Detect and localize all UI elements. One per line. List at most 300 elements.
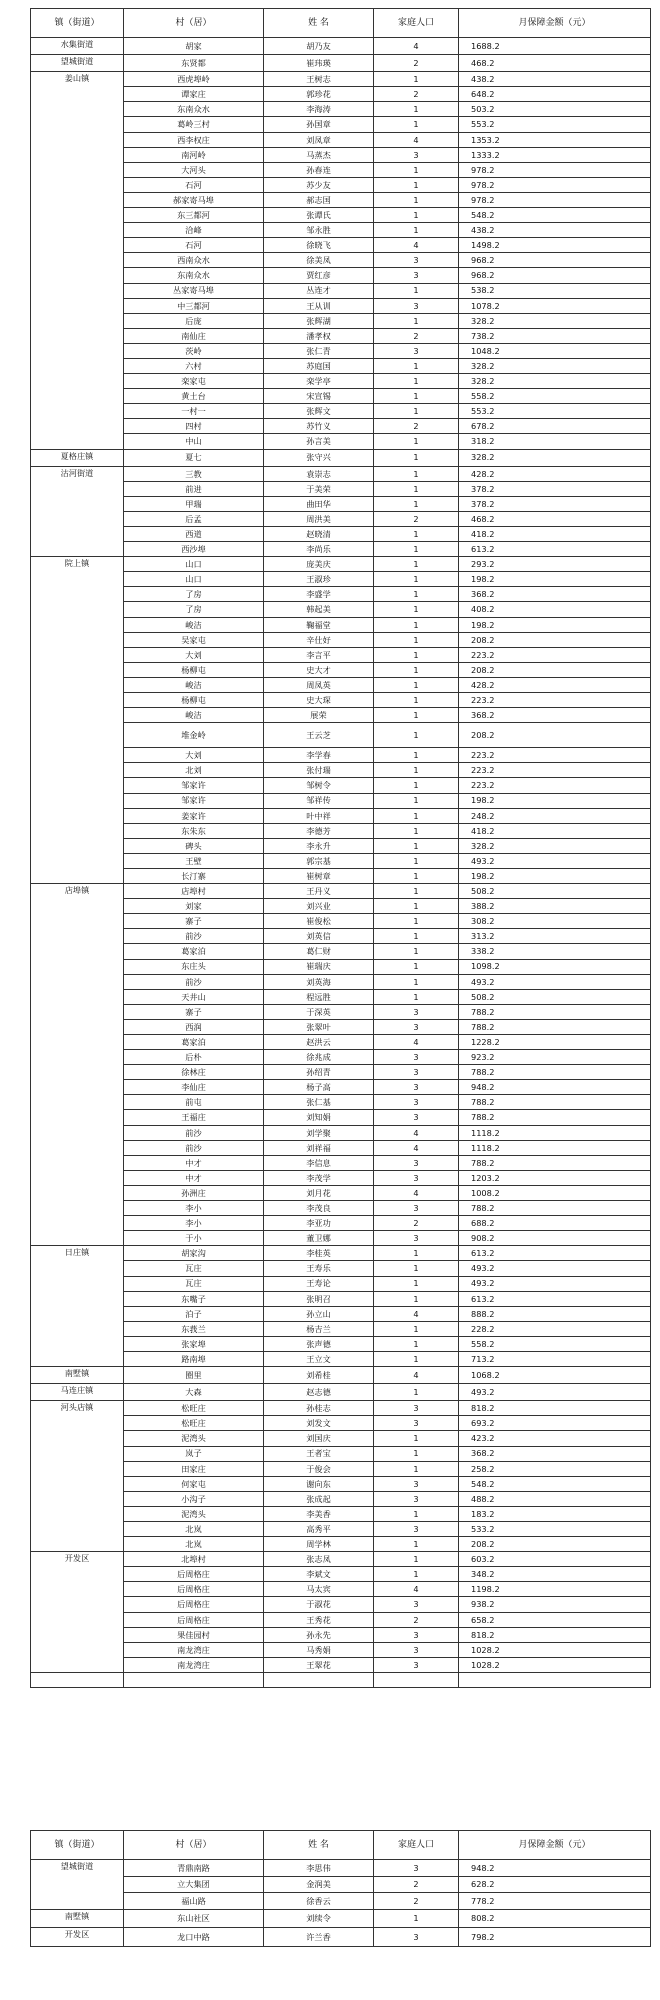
amount-cell: 368.2 [459, 587, 651, 602]
amount-cell: 258.2 [459, 1461, 651, 1476]
village-cell: 西道 [124, 527, 264, 542]
name-cell: 孙春连 [264, 162, 374, 177]
name-cell: 王树志 [264, 72, 374, 87]
household-cell: 3 [374, 253, 459, 268]
village-cell: 王福庄 [124, 1110, 264, 1125]
amount-cell: 208.2 [459, 662, 651, 677]
name-cell: 葛仁财 [264, 944, 374, 959]
amount-cell: 328.2 [459, 358, 651, 373]
table-row [31, 884, 651, 899]
name-cell: 张翠叶 [264, 1019, 374, 1034]
table-row [31, 944, 651, 959]
table-row [31, 1351, 651, 1366]
household-cell: 2 [374, 1216, 459, 1231]
name-cell: 王丹义 [264, 884, 374, 899]
household-cell: 1 [374, 763, 459, 778]
village-cell: 天井山 [124, 989, 264, 1004]
household-cell: 1 [374, 1552, 459, 1567]
amount-cell: 738.2 [459, 328, 651, 343]
table-row [31, 1155, 651, 1170]
village-cell: 长汀寨 [124, 868, 264, 883]
village-cell: 石河 [124, 238, 264, 253]
village-cell: 后孟 [124, 511, 264, 526]
name-cell: 苏庭国 [264, 358, 374, 373]
household-cell: 1 [374, 793, 459, 808]
table-row [31, 723, 651, 748]
header-row [31, 1831, 651, 1860]
village-cell: 张家埠 [124, 1336, 264, 1351]
table-row [31, 1876, 651, 1893]
table-row [31, 677, 651, 692]
village-cell: 西虎埠岭 [124, 72, 264, 87]
household-cell: 3 [374, 1095, 459, 1110]
village-cell: 石河 [124, 177, 264, 192]
table-row [31, 1582, 651, 1597]
household-cell: 4 [374, 1185, 459, 1200]
name-cell: 苏少友 [264, 177, 374, 192]
name-cell: 崔俊松 [264, 914, 374, 929]
village-cell: 青鼎南路 [124, 1860, 264, 1877]
table-row [31, 1461, 651, 1476]
name-cell: 刘国庆 [264, 1431, 374, 1446]
village-cell: 小沟子 [124, 1491, 264, 1506]
household-cell: 1 [374, 587, 459, 602]
name-cell: 李永升 [264, 838, 374, 853]
village-cell: 丛家寄马埠 [124, 283, 264, 298]
amount-cell: 648.2 [459, 87, 651, 102]
amount-cell: 228.2 [459, 1321, 651, 1336]
table-row [31, 602, 651, 617]
amount-cell: 658.2 [459, 1612, 651, 1627]
amount-cell: 493.2 [459, 853, 651, 868]
household-cell: 1 [374, 617, 459, 632]
household-cell: 1 [374, 466, 459, 481]
household-cell: 3 [374, 1491, 459, 1506]
name-cell: 王秀花 [264, 1612, 374, 1627]
household-cell: 3 [374, 1050, 459, 1065]
village-cell: 寨子 [124, 914, 264, 929]
table-row [31, 1642, 651, 1657]
amount-cell: 1028.2 [459, 1642, 651, 1657]
amount-cell: 1333.2 [459, 147, 651, 162]
town-cell: 水集街道 [31, 38, 124, 55]
table-row [31, 838, 651, 853]
name-cell: 李言平 [264, 647, 374, 662]
table-row [31, 1928, 651, 1947]
village-cell: 葛家泊 [124, 1035, 264, 1050]
name-cell: 张谭氏 [264, 208, 374, 223]
household-cell: 1 [374, 1246, 459, 1261]
col-header-village: 村（居） [124, 9, 264, 38]
table-row [31, 374, 651, 389]
name-cell: 谢向东 [264, 1476, 374, 1491]
amount-cell: 613.2 [459, 542, 651, 557]
amount-cell: 788.2 [459, 1155, 651, 1170]
table-row [31, 298, 651, 313]
name-cell: 王云芝 [264, 723, 374, 748]
village-cell: 堆金岭 [124, 723, 264, 748]
household-cell: 3 [374, 343, 459, 358]
household-cell: 1 [374, 389, 459, 404]
table-row [31, 1401, 651, 1416]
village-cell: 于小 [124, 1231, 264, 1246]
table-row [31, 1612, 651, 1627]
village-cell: 中才 [124, 1155, 264, 1170]
name-cell: 孙国章 [264, 117, 374, 132]
amount-cell: 968.2 [459, 253, 651, 268]
household-cell: 1 [374, 914, 459, 929]
table-row [31, 117, 651, 132]
household-cell: 3 [374, 147, 459, 162]
name-cell: 赵志德 [264, 1384, 374, 1401]
table-row [31, 1050, 651, 1065]
household-cell: 1 [374, 748, 459, 763]
table-row [31, 763, 651, 778]
col-header-town: 镇（街道） [31, 1831, 124, 1860]
name-cell: 鞠福堂 [264, 617, 374, 632]
village-cell: 大刘 [124, 748, 264, 763]
table-row [31, 587, 651, 602]
village-cell: 前屯 [124, 1095, 264, 1110]
name-cell: 马蒸杰 [264, 147, 374, 162]
table-row [31, 1095, 651, 1110]
blank-cell [374, 1672, 459, 1687]
name-cell: 丛连才 [264, 283, 374, 298]
table-row [31, 617, 651, 632]
amount-cell: 388.2 [459, 899, 651, 914]
name-cell: 韩起美 [264, 602, 374, 617]
table-row [31, 238, 651, 253]
table-row [31, 1431, 651, 1446]
household-cell: 1 [374, 1537, 459, 1552]
blank-cell [124, 1672, 264, 1687]
table-row [31, 1384, 651, 1401]
name-cell: 崔树章 [264, 868, 374, 883]
name-cell: 王立文 [264, 1351, 374, 1366]
amount-cell: 378.2 [459, 481, 651, 496]
village-cell: 南龙湾庄 [124, 1642, 264, 1657]
amount-cell: 198.2 [459, 793, 651, 808]
village-cell: 邹家许 [124, 793, 264, 808]
household-cell: 1 [374, 602, 459, 617]
village-cell: 胡家 [124, 38, 264, 55]
amount-cell: 888.2 [459, 1306, 651, 1321]
household-cell: 1 [374, 944, 459, 959]
household-cell: 1 [374, 1321, 459, 1336]
table-row [31, 1246, 651, 1261]
town-cell: 望城街道 [31, 1860, 124, 1910]
amount-cell: 223.2 [459, 748, 651, 763]
household-cell: 3 [374, 1170, 459, 1185]
household-cell: 4 [374, 38, 459, 55]
amount-cell: 508.2 [459, 884, 651, 899]
table-row [31, 1537, 651, 1552]
household-cell: 1 [374, 1291, 459, 1306]
name-cell: 刘兴业 [264, 899, 374, 914]
name-cell: 李美香 [264, 1506, 374, 1521]
name-cell: 李德芳 [264, 823, 374, 838]
amount-cell: 328.2 [459, 838, 651, 853]
blank-row [31, 1672, 651, 1687]
village-cell: 前沙 [124, 1125, 264, 1140]
household-cell: 1 [374, 102, 459, 117]
amount-cell: 1098.2 [459, 959, 651, 974]
name-cell: 杨吉兰 [264, 1321, 374, 1336]
village-cell: 茨岭 [124, 343, 264, 358]
town-cell: 开发区 [31, 1928, 124, 1947]
name-cell: 于美荣 [264, 481, 374, 496]
village-cell: 何家屯 [124, 1476, 264, 1491]
table-row [31, 1004, 651, 1019]
household-cell: 4 [374, 1582, 459, 1597]
village-cell: 东南众水 [124, 102, 264, 117]
village-cell: 中才 [124, 1170, 264, 1185]
village-cell: 三教 [124, 466, 264, 481]
name-cell: 李盛学 [264, 587, 374, 602]
table-row [31, 55, 651, 72]
household-cell: 4 [374, 1140, 459, 1155]
table-row [31, 1860, 651, 1877]
table-row [31, 793, 651, 808]
household-cell: 3 [374, 1642, 459, 1657]
name-cell: 张志凤 [264, 1552, 374, 1567]
household-cell: 1 [374, 374, 459, 389]
amount-cell: 1688.2 [459, 38, 651, 55]
table-row [31, 989, 651, 1004]
amount-cell: 223.2 [459, 647, 651, 662]
amount-cell: 908.2 [459, 1231, 651, 1246]
town-cell: 沽河街道 [31, 466, 124, 557]
household-cell: 4 [374, 1367, 459, 1384]
name-cell: 周洪美 [264, 511, 374, 526]
name-cell: 孙立山 [264, 1306, 374, 1321]
table-row [31, 132, 651, 147]
table-row [31, 1567, 651, 1582]
household-cell: 1 [374, 1446, 459, 1461]
table-row [31, 542, 651, 557]
village-cell: 一村一 [124, 404, 264, 419]
village-cell: 东朱东 [124, 823, 264, 838]
household-cell: 1 [374, 1336, 459, 1351]
household-cell: 4 [374, 1125, 459, 1140]
blank-cell [31, 1672, 124, 1687]
amount-cell: 788.2 [459, 1065, 651, 1080]
name-cell: 于淑花 [264, 1597, 374, 1612]
amount-cell: 223.2 [459, 763, 651, 778]
name-cell: 王淑珍 [264, 572, 374, 587]
table-row [31, 496, 651, 511]
village-cell: 杨柳屯 [124, 693, 264, 708]
table-row [31, 1080, 651, 1095]
village-cell: 南龙湾庄 [124, 1657, 264, 1672]
household-cell: 1 [374, 358, 459, 373]
amount-cell: 798.2 [459, 1928, 651, 1947]
name-cell: 张仁青 [264, 343, 374, 358]
amount-cell: 938.2 [459, 1597, 651, 1612]
amount-cell: 818.2 [459, 1627, 651, 1642]
name-cell: 李茂良 [264, 1201, 374, 1216]
amount-cell: 208.2 [459, 632, 651, 647]
assistance-table-supplement [30, 1830, 651, 1947]
village-cell: 中三都河 [124, 298, 264, 313]
name-cell: 赵洪云 [264, 1035, 374, 1050]
amount-cell: 1498.2 [459, 238, 651, 253]
name-cell: 于俊会 [264, 1461, 374, 1476]
name-cell: 李信息 [264, 1155, 374, 1170]
amount-cell: 438.2 [459, 223, 651, 238]
table-row [31, 1522, 651, 1537]
household-cell: 1 [374, 572, 459, 587]
village-cell: 洽峰 [124, 223, 264, 238]
town-cell: 院上镇 [31, 557, 124, 884]
name-cell: 高秀平 [264, 1522, 374, 1537]
name-cell: 刘发文 [264, 1416, 374, 1431]
household-cell: 1 [374, 662, 459, 677]
name-cell: 曲田华 [264, 496, 374, 511]
col-header-household: 家庭人口 [374, 1831, 459, 1860]
amount-cell: 1068.2 [459, 1367, 651, 1384]
amount-cell: 198.2 [459, 617, 651, 632]
household-cell: 1 [374, 496, 459, 511]
amount-cell: 713.2 [459, 1351, 651, 1366]
amount-cell: 328.2 [459, 313, 651, 328]
village-cell: 东嘴子 [124, 1291, 264, 1306]
amount-cell: 418.2 [459, 527, 651, 542]
table-row [31, 147, 651, 162]
village-cell: 峻洁 [124, 708, 264, 723]
table-row [31, 177, 651, 192]
name-cell: 邹祥传 [264, 793, 374, 808]
town-cell: 南墅镇 [31, 1909, 124, 1928]
household-cell: 1 [374, 1351, 459, 1366]
town-cell: 河头店镇 [31, 1401, 124, 1552]
name-cell: 刘希桂 [264, 1367, 374, 1384]
name-cell: 李茂学 [264, 1170, 374, 1185]
village-cell: 后周格庄 [124, 1597, 264, 1612]
amount-cell: 788.2 [459, 1201, 651, 1216]
town-cell: 开发区 [31, 1552, 124, 1673]
table-row [31, 283, 651, 298]
amount-cell: 978.2 [459, 162, 651, 177]
amount-cell: 493.2 [459, 1384, 651, 1401]
table-row [31, 1185, 651, 1200]
table-row [31, 162, 651, 177]
household-cell: 1 [374, 192, 459, 207]
village-cell: 大河头 [124, 162, 264, 177]
table-row [31, 527, 651, 542]
household-cell: 3 [374, 1627, 459, 1642]
village-cell: 北刘 [124, 763, 264, 778]
table-row [31, 708, 651, 723]
village-cell: 了房 [124, 587, 264, 602]
table-row [31, 419, 651, 434]
amount-cell: 613.2 [459, 1246, 651, 1261]
amount-cell: 948.2 [459, 1860, 651, 1877]
household-cell: 3 [374, 268, 459, 283]
village-cell: 杨柳屯 [124, 662, 264, 677]
amount-cell: 553.2 [459, 404, 651, 419]
household-cell: 3 [374, 1860, 459, 1877]
amount-cell: 418.2 [459, 823, 651, 838]
name-cell: 王寿乐 [264, 1261, 374, 1276]
table-row [31, 899, 651, 914]
household-cell: 1 [374, 677, 459, 692]
amount-cell: 923.2 [459, 1050, 651, 1065]
amount-cell: 183.2 [459, 1506, 651, 1521]
town-cell: 南墅镇 [31, 1367, 124, 1384]
household-cell: 3 [374, 1004, 459, 1019]
table-row [31, 693, 651, 708]
household-cell: 4 [374, 1035, 459, 1050]
household-cell: 1 [374, 778, 459, 793]
table-row [31, 481, 651, 496]
village-cell: 王壁 [124, 853, 264, 868]
name-cell: 徐兆成 [264, 1050, 374, 1065]
blank-cell [459, 1672, 651, 1687]
amount-cell: 553.2 [459, 117, 651, 132]
name-cell: 刘学聚 [264, 1125, 374, 1140]
table-row [31, 1552, 651, 1567]
name-cell: 辛仕好 [264, 632, 374, 647]
blank-cell [264, 1672, 374, 1687]
village-cell: 峻洁 [124, 617, 264, 632]
household-cell: 1 [374, 283, 459, 298]
household-cell: 1 [374, 868, 459, 883]
amount-cell: 428.2 [459, 677, 651, 692]
table-row [31, 1627, 651, 1642]
household-cell: 3 [374, 298, 459, 313]
village-cell: 了房 [124, 602, 264, 617]
amount-cell: 1353.2 [459, 132, 651, 147]
amount-cell: 348.2 [459, 1567, 651, 1582]
amount-cell: 493.2 [459, 1261, 651, 1276]
village-cell: 立大集团 [124, 1876, 264, 1893]
name-cell: 张辉文 [264, 404, 374, 419]
village-cell: 前沙 [124, 974, 264, 989]
table-row [31, 1216, 651, 1231]
table-row [31, 1506, 651, 1521]
name-cell: 许兰香 [264, 1928, 374, 1947]
village-cell: 碑头 [124, 838, 264, 853]
village-cell: 徐林庄 [124, 1065, 264, 1080]
household-cell: 1 [374, 1461, 459, 1476]
name-cell: 刘凤章 [264, 132, 374, 147]
household-cell: 2 [374, 1893, 459, 1910]
assistance-table-main [30, 8, 651, 1688]
name-cell: 董卫娜 [264, 1231, 374, 1246]
amount-cell: 378.2 [459, 496, 651, 511]
amount-cell: 1008.2 [459, 1185, 651, 1200]
table-row [31, 1476, 651, 1491]
household-cell: 3 [374, 1522, 459, 1537]
table-row [31, 253, 651, 268]
village-cell: 北岚 [124, 1522, 264, 1537]
amount-cell: 1118.2 [459, 1125, 651, 1140]
col-header-amount: 月保障金额（元） [459, 9, 651, 38]
amount-cell: 778.2 [459, 1893, 651, 1910]
household-cell: 1 [374, 899, 459, 914]
amount-cell: 223.2 [459, 693, 651, 708]
amount-cell: 338.2 [459, 944, 651, 959]
household-cell: 1 [374, 1431, 459, 1446]
village-cell: 峻洁 [124, 677, 264, 692]
amount-cell: 978.2 [459, 177, 651, 192]
amount-cell: 328.2 [459, 449, 651, 466]
village-cell: 邹家许 [124, 778, 264, 793]
amount-cell: 1078.2 [459, 298, 651, 313]
town-cell: 日庄镇 [31, 1246, 124, 1367]
amount-cell: 538.2 [459, 283, 651, 298]
